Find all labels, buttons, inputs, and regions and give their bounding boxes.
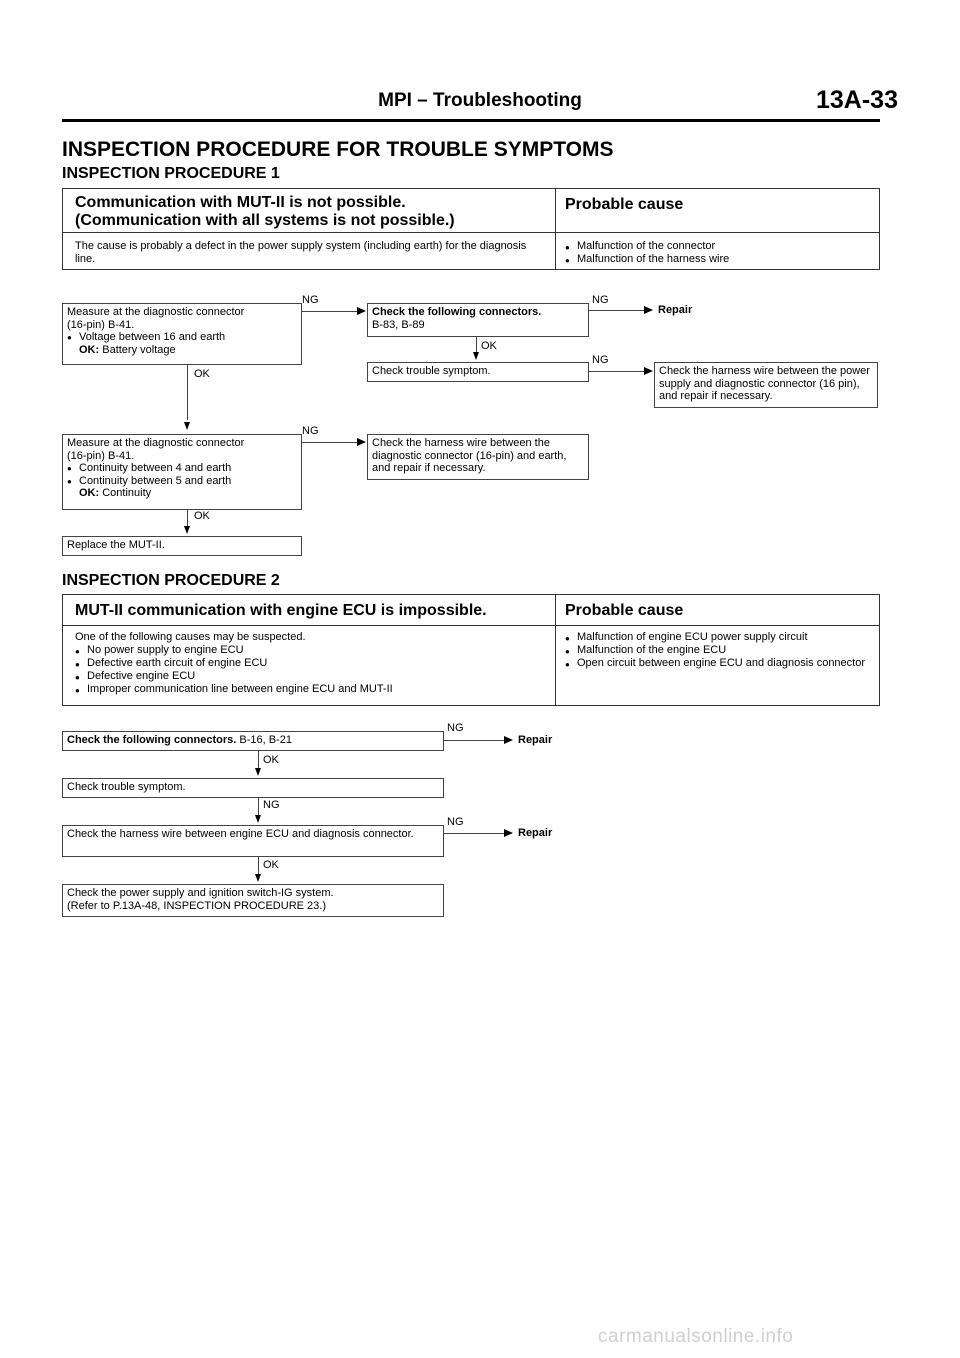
ng-label: NG <box>302 294 319 306</box>
proc2-power-line2: (Refer to P.13A-48, INSPECTION PROCEDURE 23.) <box>67 899 326 912</box>
proc1-title: INSPECTION PROCEDURE 1 <box>62 165 280 182</box>
flow-connector <box>444 833 504 834</box>
proc2-power-box <box>62 884 444 917</box>
proc2-check-connectors-box <box>62 731 444 751</box>
proc1-harness-repair-box <box>654 362 878 408</box>
proc1-step2-ok-label: OK: <box>79 487 100 499</box>
proc2-suspect-item: ● Improper communication line between engine ECU and MUT-II <box>75 683 549 696</box>
proc1-cause-list <box>565 240 729 266</box>
proc2-harness-text: Check the harness wire between engine ECU and diagnosis connector. <box>67 828 414 840</box>
proc2-title: INSPECTION PROCEDURE 2 <box>62 572 280 589</box>
proc2-intro: One of the following causes may be suspected. <box>75 631 306 643</box>
flow-connector <box>187 365 188 420</box>
arrow-right-icon <box>644 306 653 314</box>
page-number: 13A-33 <box>816 86 898 114</box>
arrow-down-icon <box>184 526 190 534</box>
flow-connector <box>476 337 477 353</box>
ok-label: OK <box>481 340 497 352</box>
ok-label: OK <box>263 754 279 766</box>
repair-label: Repair <box>518 827 553 839</box>
proc1-harness-check2-box <box>367 434 589 480</box>
proc1-step1-ok-value: Battery voltage <box>102 343 176 356</box>
proc1-step1-box <box>62 303 302 365</box>
proc1-step1-line1: Measure at the diagnostic connector <box>67 306 245 318</box>
arrow-down-icon <box>255 815 261 823</box>
ng-label: NG <box>263 799 280 811</box>
proc1-step2-ok-value: Continuity <box>102 487 152 499</box>
proc1-check-trouble-box <box>367 362 589 382</box>
proc1-cause-item: ● Malfunction of the connector <box>565 240 729 253</box>
proc1-check-connectors-codes: B-83, B-89 <box>372 318 425 331</box>
proc1-check-trouble-text: Check trouble symptom. <box>372 365 491 377</box>
proc1-harness-check2-text: Check the harness wire between the diagnostic connector (16-pin) and earth, and repair if necessary. <box>372 437 567 474</box>
proc1-step1-bullet: ● Voltage between 16 and earth <box>67 331 297 344</box>
proc2-suspect-item: ● No power supply to engine ECU <box>75 644 549 657</box>
proc1-replace-text: Replace the MUT-II. <box>67 539 165 551</box>
arrow-right-icon <box>357 307 366 315</box>
arrow-down-icon <box>255 874 261 882</box>
section-header-title: MPI – Troubleshooting <box>378 90 582 111</box>
ok-label: OK <box>194 510 210 522</box>
proc2-suspect-item: ● Defective earth circuit of engine ECU <box>75 657 549 670</box>
repair-label: Repair <box>658 304 693 316</box>
flow-connector <box>589 310 644 311</box>
proc1-description: The cause is probably a defect in the power supply system (including earth) for the diagnosis line. <box>75 240 527 265</box>
flow-connector <box>258 857 259 875</box>
ng-label: NG <box>302 425 319 437</box>
proc2-check-connectors-codes: B-16, B-21 <box>239 734 292 746</box>
proc2-cause-item: ● Malfunction of the engine ECU <box>565 644 873 657</box>
proc1-harness-repair-text: Check the harness wire between the power supply and diagnostic connector (16 pin), and repair if necessary. <box>659 365 870 402</box>
proc1-table <box>62 188 880 270</box>
repair-label: Repair <box>518 734 553 746</box>
proc1-step2-bullet: ● Continuity between 4 and earth <box>67 462 297 475</box>
proc1-cause-heading: Probable cause <box>565 196 684 213</box>
proc2-check-trouble-text: Check trouble symptom. <box>67 781 186 793</box>
proc2-suspect-item: ● Defective engine ECU <box>75 670 549 683</box>
proc1-step1-line2: (16-pin) B-41. <box>67 318 135 331</box>
proc1-step2-box <box>62 434 302 510</box>
flow-connector <box>302 442 357 443</box>
proc2-cause-item: ● Open circuit between engine ECU and diagnosis connector <box>565 657 873 670</box>
proc2-table-divider <box>555 595 556 705</box>
proc2-power-line1: Check the power supply and ignition switch-IG system. <box>67 887 334 899</box>
proc2-symptom: MUT-II communication with engine ECU is impossible. <box>75 602 487 619</box>
arrow-down-icon <box>473 352 479 360</box>
arrow-right-icon <box>504 829 513 837</box>
arrow-right-icon <box>504 736 513 744</box>
flow-connector <box>302 311 357 312</box>
arrow-right-icon <box>357 438 366 446</box>
proc1-symptom-line2: (Communication with all systems is not possible.) <box>75 212 455 229</box>
proc1-replace-box <box>62 536 302 556</box>
proc1-cause-item: ● Malfunction of the harness wire <box>565 253 729 266</box>
proc2-cause-item: ● Malfunction of engine ECU power supply circuit <box>565 631 873 644</box>
arrow-down-icon <box>255 768 261 776</box>
proc1-table-divider <box>555 189 556 269</box>
proc2-table <box>62 594 880 706</box>
proc1-check-connectors-title: Check the following connectors. <box>372 306 542 318</box>
proc1-step2-line1: Measure at the diagnostic connector <box>67 437 245 449</box>
flow-connector <box>258 798 259 816</box>
proc2-harness-box <box>62 825 444 857</box>
proc1-symptom-line1: Communication with MUT-II is not possible. <box>75 194 406 211</box>
flow-connector <box>589 371 644 372</box>
proc2-check-connectors-title: Check the following connectors. <box>67 734 237 746</box>
ng-label: NG <box>592 294 609 306</box>
proc1-check-connectors-box <box>367 303 589 337</box>
ok-label: OK <box>263 859 279 871</box>
arrow-right-icon <box>644 367 653 375</box>
proc2-cause-list <box>565 631 873 670</box>
main-title: INSPECTION PROCEDURE FOR TROUBLE SYMPTOMS <box>62 138 614 161</box>
proc2-suspects <box>75 631 549 696</box>
proc1-step1-ok-label: OK: <box>79 343 100 356</box>
watermark: carmanualsonline.info <box>598 1326 794 1347</box>
proc1-step2-bullet: ● Continuity between 5 and earth <box>67 475 297 488</box>
ng-label: NG <box>447 816 464 828</box>
ok-label: OK <box>194 368 210 380</box>
flow-connector <box>258 751 259 769</box>
ng-label: NG <box>447 722 464 734</box>
flow-connector <box>444 740 504 741</box>
proc2-cause-heading: Probable cause <box>565 602 684 619</box>
header-rule <box>62 119 880 122</box>
proc1-step2-line2: (16-pin) B-41. <box>67 449 135 462</box>
proc2-check-trouble-box <box>62 778 444 798</box>
ng-label: NG <box>592 354 609 366</box>
arrow-down-icon <box>184 422 190 430</box>
